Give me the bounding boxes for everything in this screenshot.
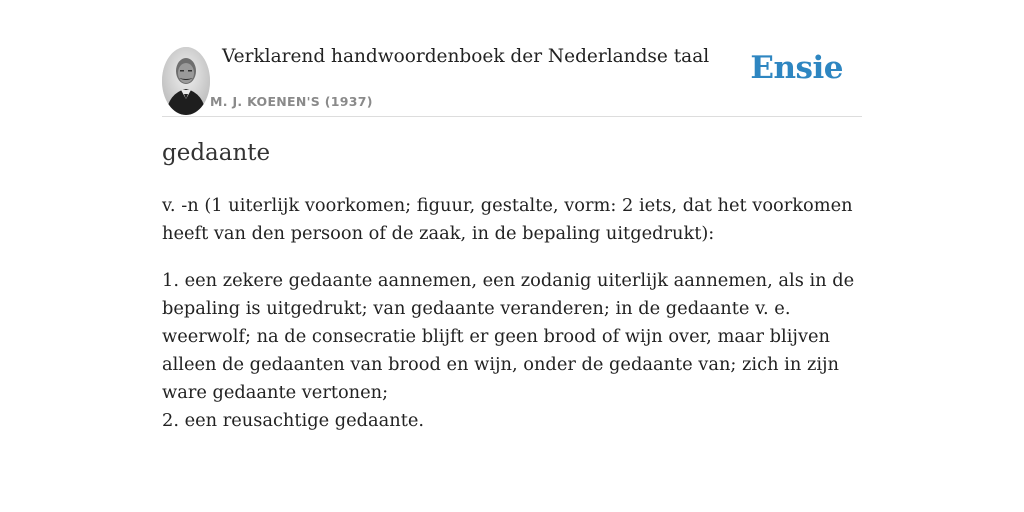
entry-definition: v. -n (1 uiterlijk voorkomen; figuur, gestalte, vorm: 2 iets, dat het voorkomen heeft van den persoon of de zaak, in de bepaling uitgedrukt):: [162, 195, 853, 244]
entry-headword: gedaante: [162, 140, 271, 166]
portrait-image: [162, 47, 210, 115]
example-item: 1. een zekere gedaante aannemen, een zodanig uiterlijk aannemen, als in de bepaling is uitgedrukt; van gedaante veranderen; in de gedaante v. e. weerwolf; na de consecratie blijft er geen brood of wijn over, maar blijven alleen de gedaanten van brood en wijn, onder de gedaante van; zich in zijn ware gedaante vertonen;: [162, 270, 855, 403]
ensie-logo[interactable]: Ensie: [750, 50, 843, 86]
entry-examples: [162, 267, 872, 435]
author-portrait-icon: [162, 47, 210, 115]
author-label[interactable]: M. J. KOENEN'S (1937): [210, 94, 373, 109]
page-container: [162, 0, 862, 431]
dictionary-header: [162, 0, 862, 117]
example-item: 2. een reusachtige gedaante.: [162, 410, 425, 431]
book-title[interactable]: Verklarend handwoordenboek der Nederlandse taal: [222, 46, 710, 67]
